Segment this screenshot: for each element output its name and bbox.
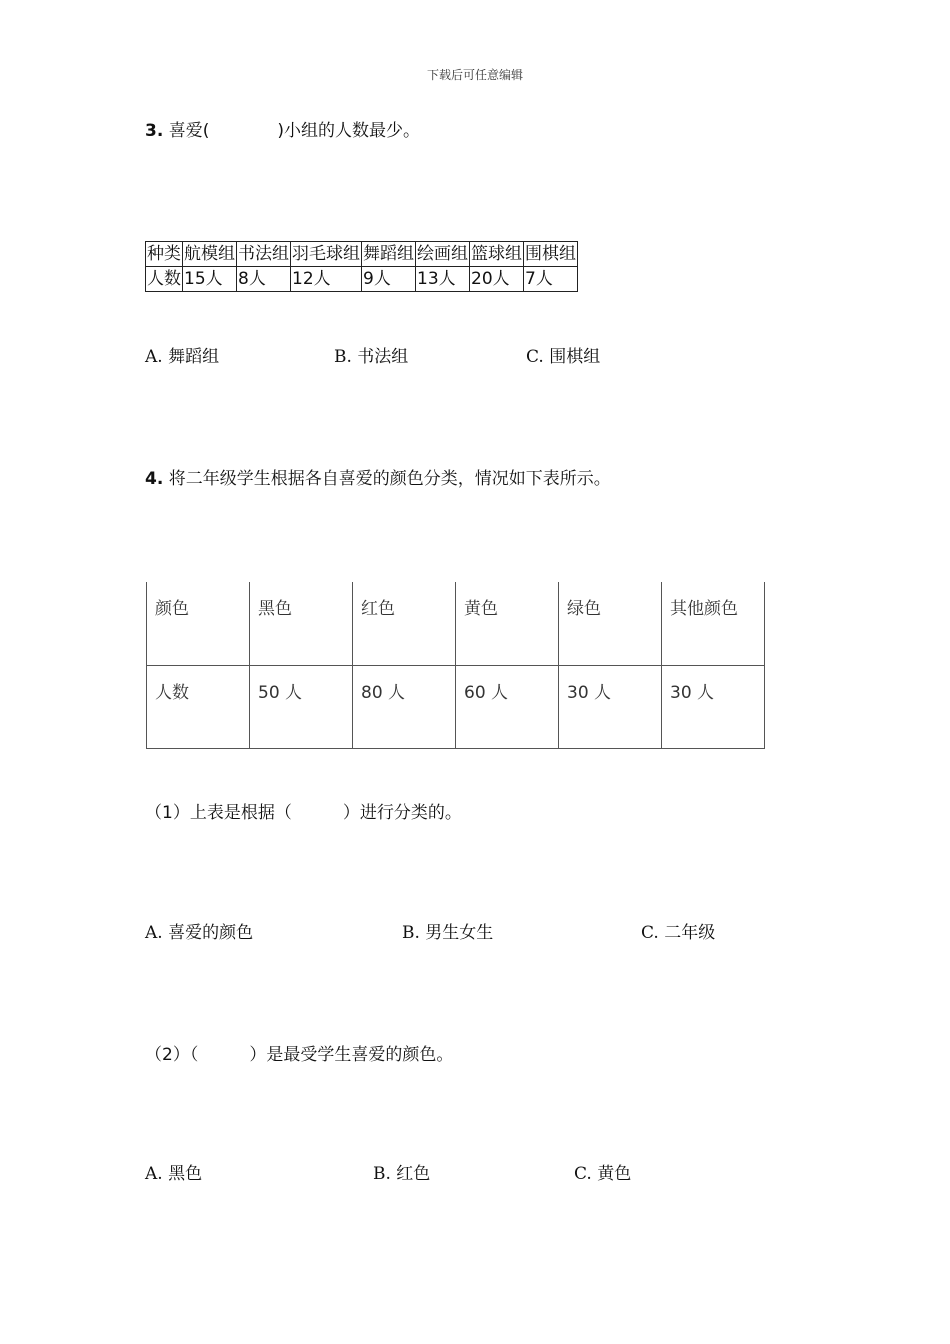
table-cell: 绘画组: [416, 242, 470, 267]
option-c: C. 围棋组: [526, 347, 601, 367]
table-row: [146, 242, 578, 267]
question-number: 4.: [145, 469, 164, 489]
table-cell: 7人: [524, 267, 578, 292]
table-cell: 种类: [146, 242, 183, 267]
option-a: A. 黑色: [145, 1164, 203, 1184]
table-cell: 围棋组: [524, 242, 578, 267]
table-cell: 9人: [362, 267, 416, 292]
table-cell: 15人: [183, 267, 237, 292]
table-cell: 人数: [146, 267, 183, 292]
table-cell: 黄色: [456, 582, 559, 665]
sub-question-2: （2）（ ）是最受学生喜爱的颜色。: [145, 1045, 454, 1065]
table-cell: 60 人: [456, 665, 559, 748]
page-header: 下载后可任意编辑: [426, 68, 523, 82]
option-c: C. 二年级: [641, 923, 716, 943]
table-cell: 黑色: [250, 582, 353, 665]
table-cell: 人数: [147, 665, 250, 748]
table-cell: 80 人: [353, 665, 456, 748]
table-cell: 13人: [416, 267, 470, 292]
table-cell: 20人: [470, 267, 524, 292]
table-cell: 其他颜色: [662, 582, 765, 665]
option-b: B. 男生女生: [402, 923, 494, 943]
table-cell: 30 人: [662, 665, 765, 748]
question-text: 喜爱( )小组的人数最少。: [168, 121, 420, 141]
interest-group-table: [145, 241, 578, 292]
table-cell: 颜色: [147, 582, 250, 665]
table-cell: 篮球组: [470, 242, 524, 267]
table-cell: 8人: [237, 267, 291, 292]
table-cell: 红色: [353, 582, 456, 665]
table-row: [147, 665, 765, 748]
table-cell: 50 人: [250, 665, 353, 748]
option-c: C. 黄色: [574, 1164, 632, 1184]
table-cell: 书法组: [237, 242, 291, 267]
question-3: [145, 116, 420, 141]
option-a: A. 舞蹈组: [145, 347, 220, 367]
color-preference-table: [146, 582, 765, 749]
table-cell: 12人: [291, 267, 362, 292]
question-text: 将二年级学生根据各自喜爱的颜色分类，情况如下表所示。: [168, 469, 611, 489]
option-b: B. 红色: [373, 1164, 431, 1184]
table-cell: 30 人: [559, 665, 662, 748]
option-a: A. 喜爱的颜色: [145, 923, 254, 943]
table-cell: 舞蹈组: [362, 242, 416, 267]
table-cell: 航模组: [183, 242, 237, 267]
sub-question-1: （1）上表是根据（ ）进行分类的。: [145, 803, 462, 823]
table-cell: 羽毛球组: [291, 242, 362, 267]
option-b: B. 书法组: [334, 347, 409, 367]
table-cell: 绿色: [559, 582, 662, 665]
table-row: [147, 582, 765, 665]
question-number: 3.: [145, 121, 164, 141]
question-4: [145, 464, 611, 489]
table-row: [146, 267, 578, 292]
